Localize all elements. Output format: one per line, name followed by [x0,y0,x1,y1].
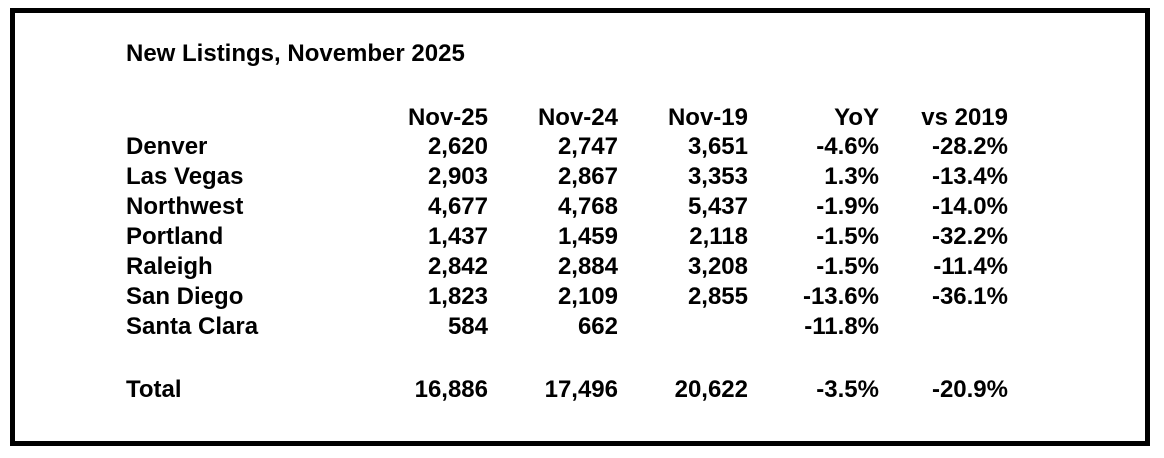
table-cell: 2,867 [557,163,618,190]
table-cell: -14.0% [931,193,1008,220]
table-cell: 3,208 [687,253,748,280]
table-cell: 2,109 [557,283,618,310]
table-cell: 662 [577,313,618,340]
table-cell: 584 [447,313,488,340]
table-cell: -13.4% [931,163,1008,190]
table-cell: 2,855 [687,283,748,310]
table-cell: 5,437 [687,193,748,220]
row-label: Santa Clara [126,313,259,340]
table-cell: -32.2% [931,223,1008,250]
table-cell: 2,842 [427,253,488,280]
table-cell: -11.4% [933,253,1008,280]
total-cell: 17,496 [544,376,618,403]
table-cell: -13.6% [802,283,879,310]
table-cell: 1,459 [557,223,618,250]
row-label: San Diego [126,283,244,310]
column-header: Nov-25 [407,104,488,131]
table-cell: -36.1% [931,283,1008,310]
total-label: Total [126,376,182,403]
row-label: Portland [126,223,224,250]
table-cell: -28.2% [931,133,1008,160]
total-cell: 20,622 [674,376,748,403]
total-cell: -20.9% [931,376,1008,403]
row-label: Raleigh [126,253,213,280]
column-header: Nov-24 [537,104,618,131]
table-cell: 4,677 [427,193,488,220]
table-cell: 4,768 [557,193,618,220]
row-label: Las Vegas [126,163,244,190]
table-cell: 3,353 [687,163,748,190]
table-cell: -4.6% [816,133,879,160]
table-cell: -11.8% [804,313,879,340]
column-header: YoY [834,104,879,131]
column-header: vs 2019 [921,104,1008,131]
total-cell: 16,886 [414,376,488,403]
row-label: Northwest [126,193,244,220]
table-cell: 1.3% [824,163,879,190]
table-cell: 2,118 [689,223,748,250]
table-cell: 2,884 [557,253,618,280]
table-cell: 1,437 [427,223,488,250]
table-cell: -1.5% [816,223,879,250]
total-cell: -3.5% [816,376,879,403]
table-cell: 1,823 [427,283,488,310]
table-cell: -1.9% [816,193,879,220]
table-cell: 2,747 [557,133,618,160]
row-label: Denver [126,133,208,160]
column-header: Nov-19 [667,104,748,131]
table-cell: 3,651 [687,133,748,160]
table-title: New Listings, November 2025 [126,40,465,67]
table-cell: 2,620 [427,133,488,160]
table-cell: 2,903 [427,163,488,190]
table-cell: -1.5% [816,253,879,280]
